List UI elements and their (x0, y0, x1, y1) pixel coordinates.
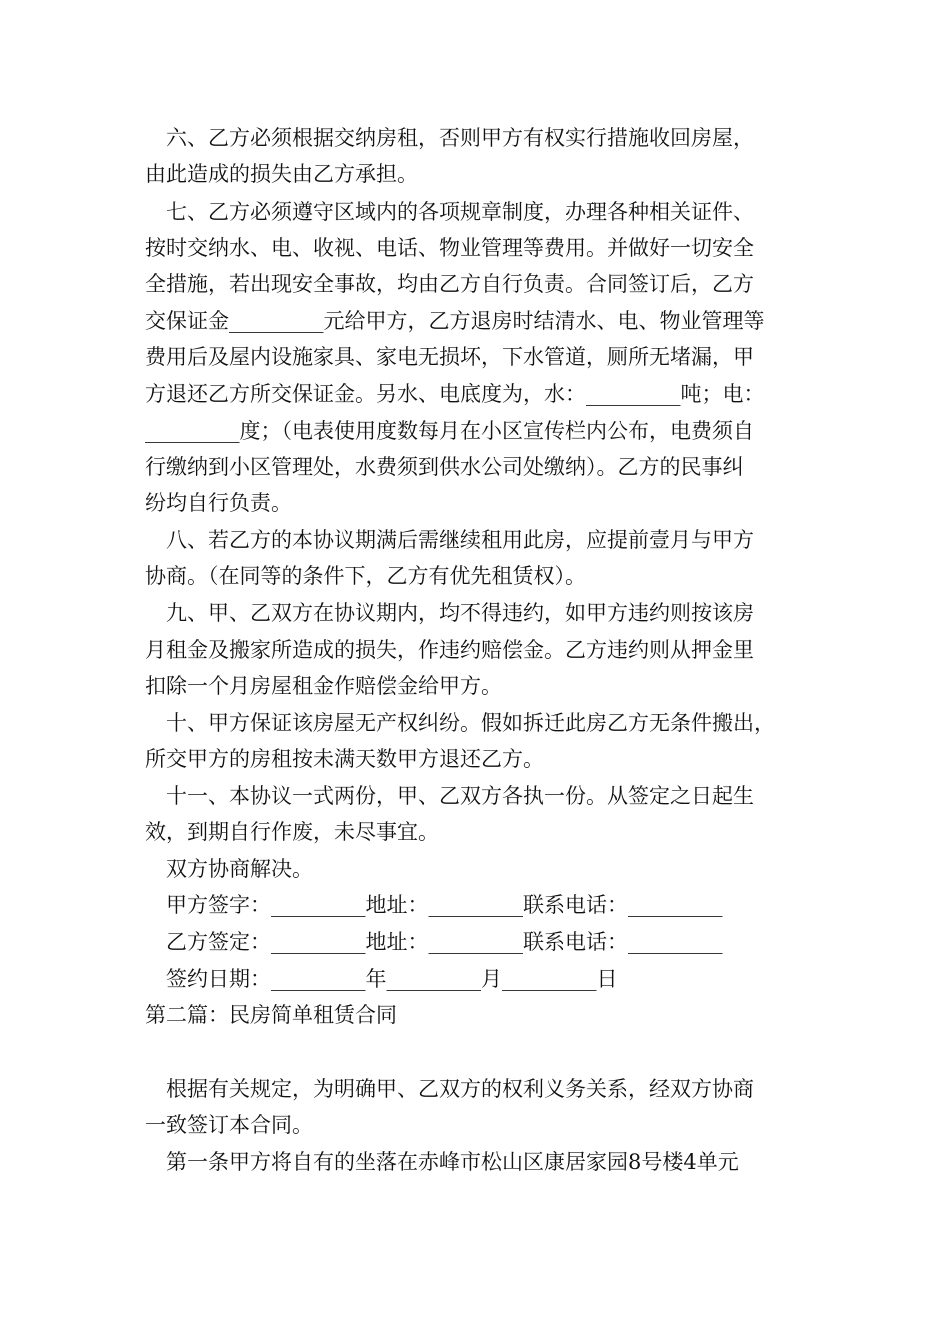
clause-7-line-3: 全措施，若出现安全事故，均由乙方自行负责。合同签订后，乙方 (145, 272, 754, 296)
clause-9-line-3: 扣除一个月房屋租金作赔偿金给甲方。 (145, 674, 502, 698)
clause-9-line-1: 九、甲、乙双方在协议期内，均不得违约，如甲方违约则按该房 (166, 601, 754, 625)
clause-10-line-2: 所交甲方的房租按未满天数甲方退还乙方。 (145, 747, 544, 771)
clause-11-line-3: 双方协商解决。 (166, 857, 313, 881)
clause-7-line-2: 按时交纳水、电、收视、电话、物业管理等费用。并做好一切安全 (145, 236, 754, 260)
preamble-line-2: 一致签订本合同。 (145, 1113, 313, 1137)
clause-7-line-6: 方退还乙方所交保证金。另水、电底度为，水：_________吨；电： (145, 382, 765, 406)
clause-7-line-8: 行缴纳到小区管理处，水费须到供水公司处缴纳）。乙方的民事纠 (145, 455, 744, 479)
article-1-line-1: 第一条甲方将自有的坐落在赤峰市松山区康居家园8号楼4单元 (166, 1150, 739, 1174)
clause-11-line-1: 十一、本协议一式两份，甲、乙双方各执一份。从签定之日起生 (166, 784, 754, 808)
clause-10-line-1: 十、甲方保证该房屋无产权纠纷。假如拆迁此房乙方无条件搬出， (166, 711, 775, 735)
section-heading: 第二篇：民房简单租赁合同 (145, 1003, 397, 1027)
signing-date-line: 签约日期：_________年_________月_________日 (166, 967, 618, 991)
clause-8-line-2: 协商。（在同等的条件下，乙方有优先租赁权）。 (145, 564, 586, 588)
preamble-line-1: 根据有关规定，为明确甲、乙双方的权利义务关系，经双方协商 (166, 1077, 754, 1101)
clause-8-line-1: 八、若乙方的本协议期满后需继续租用此房，应提前壹月与甲方 (166, 528, 754, 552)
clause-9-line-2: 月租金及搬家所造成的损失，作违约赔偿金。乙方违约则从押金里 (145, 638, 754, 662)
clause-7-line-1: 七、乙方必须遵守区域内的各项规章制度，办理各种相关证件、 (166, 200, 754, 224)
clause-7-line-4: 交保证金_________元给甲方，乙方退房时结清水、电、物业管理等 (145, 309, 765, 333)
clause-6-line-2: 由此造成的损失由乙方承担。 (145, 162, 418, 186)
clause-6-line-1: 六、乙方必须根据交纳房租，否则甲方有权实行措施收回房屋， (166, 126, 754, 150)
party-b-signature-line: 乙方签定：_________地址：_________联系电话：_________ (166, 930, 723, 954)
clause-7-line-9: 纷均自行负责。 (145, 491, 292, 515)
clause-7-line-7: _________度；（电表使用度数每月在小区宣传栏内公布，电费须自 (145, 419, 754, 443)
clause-11-line-2: 效，到期自行作废，未尽事宜。 (145, 820, 439, 844)
clause-7-line-5: 费用后及屋内设施家具、家电无损坏，下水管道，厕所无堵漏，甲 (145, 345, 754, 369)
party-a-signature-line: 甲方签字：_________地址：_________联系电话：_________ (166, 893, 723, 917)
